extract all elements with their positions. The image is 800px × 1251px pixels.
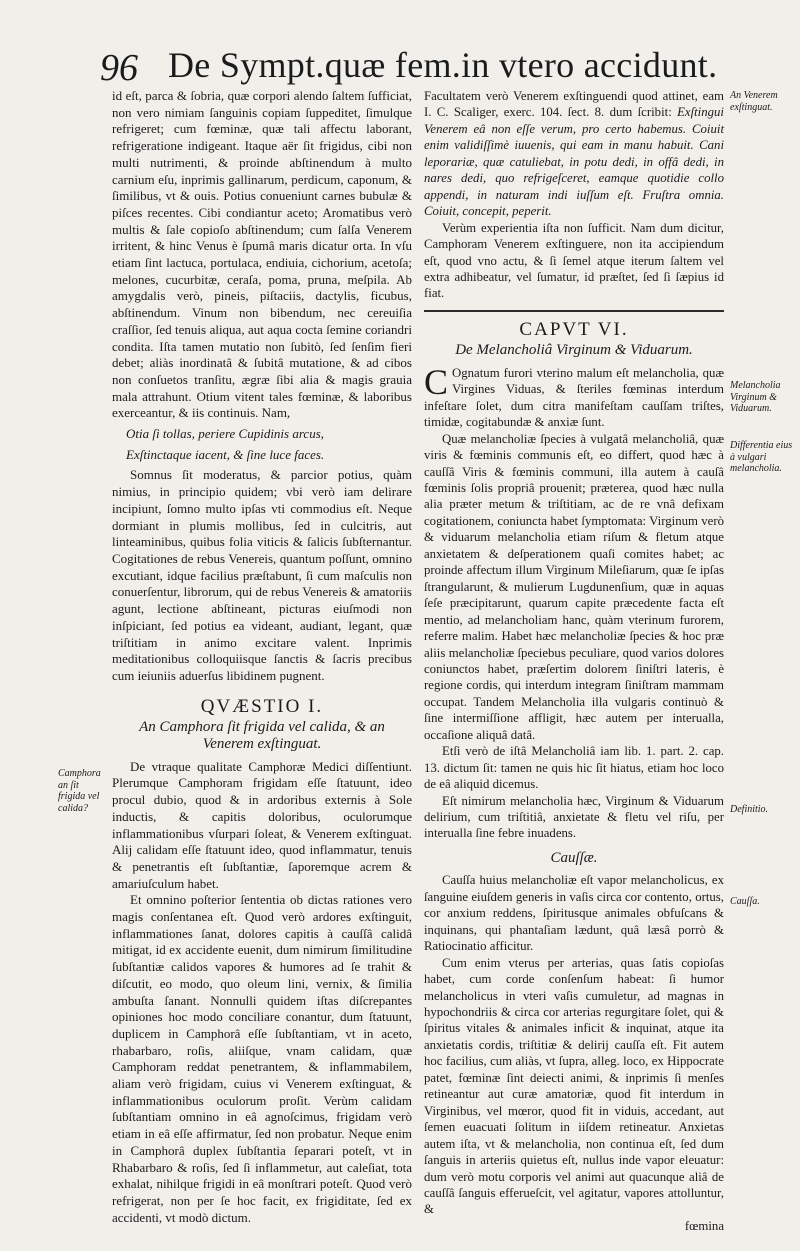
scaliger-intro: Facultatem verò Venerem exſtinguendi quod attinet, eam I. C. Scaliger, exerc. 104. ſect. 8. dum ſcribit: [424, 89, 724, 120]
right-paragraph-uterus: Cum enim vterus per arterias, quas ſatis copioſas habet, cum corde conſenſum habeat: ſi humor melancholicus in vteri vaſis cumuletur, ad magnas in hypochondriis & circa cor arterias regurgitare ſolet, qui & ſpiritus vitales & animales inficit & inquinat, atque ita anxietatis cordis, triſtitiæ & delirij cauſſa eſt. Fit autem hoc facilius, cum aliàs, vt ſupra, alleg. loco, ex Hippocrate patet, fœminæ ſint deiecti animi, & inprimis ſi menſes retineantur aut curæ amatoriæ, quod fit interdum in Virginibus, vel mœror, quod fit in viduis, accedant, aut ſemen euacuati ſolitum in iiſdem retineatur. Anxietas autem iſta, vt & melancholia, non continua eſt, ſed dum ſanguis in arteriis quietus eſt, nullus inde vapor eleuatur: dum verò motu corporis vel animi aut quacunque aliâ de cauſſâ ſanguis efferueſcit, vel agitatur, vapores attolluntur, & [424, 955, 724, 1217]
right-paragraph-scaliger [424, 88, 724, 220]
scaliger-quote: Exſtingui Venerem eâ non eſſe verum, pro certo habemus. Coiuit enim validiſſimè iuuenis, qui eam in manu habuit. Cani leporariæ, quæ catuliebat, in potu dedi, in offâ dedi, in nares dedi, quo refrigeſceret, eamque quotidie collo appendi, in naturam indi iuſſum eſt. Fruſtra omnia. Coiuit, concepit, peperit. [424, 105, 724, 219]
right-paragraph-cognatum [424, 361, 724, 431]
chapter-heading: CAPVT VI. [519, 318, 629, 340]
question-heading: QVÆSTIO I. [200, 695, 324, 717]
cognatum-text: Ognatum furori vterino malum eſt melancholia, quæ Virgines Viduas, & ſteriles fœminas interdum infeſtare ſolet, dum citra manifeſtam cauſſam triſtes, timidæ, cogitabundæ & anxiæ ſunt. [424, 365, 724, 430]
right-paragraph-caussa: Cauſſa huius melancholiæ eſt vapor melancholicus, ex ſanguine eiuſdem generis in vaſis circa cor contento, ortus, cor anxium reddens, ſpiritusque animales obfuſcans & inquinans, qui phantaſiam lædunt, quâ læsâ porrò & Ratiocinatio afficitur. [424, 873, 724, 954]
right-column [424, 88, 724, 1234]
left-paragraph-sleep: Somnus ſit moderatus, & parcior potius, quàm nimius, in principio quidem; vbi verò iam delirare incipiunt, ſomno multo ipſas vti commodius eſt. Neque dormiant in plumis mollibus, ſed in culcitris, aut linteaminibus, quibus folia viticis & ſalicis ſubſternantur. Cogitationes de rebus Venereis, quantum poſſunt, omnino excutiant, idque facilius præſtabunt, ſi cum maſculis non conuerſentur, librorum, qui de rebus Venereis & amatoriis agunt, lectione abſtineant, picturas eiuſmodi non inſpiciant, ſed potius ea videant, audiant, legant, quæ triſtitiam in animo excitare valent. Inprimis meditationibus colloquiisque ſanctis & ſacris precibus cum ieiuniis aduerſus libidinem pugnent. [112, 467, 412, 683]
right-paragraph-experientia: Verùm experientia iſta non ſufficit. Nam dum dicitur, Camphoram Venerem exſtinguere, non ita accipiendum eſt, quod vno actu, & ſi ſemel atque iterum ſaltem vel extra adhibeatur, vel ſumatur, id præſtet, ſed ſi ſæpius id fiat. [424, 220, 724, 301]
page-header [100, 40, 718, 92]
margin-note-camphora: Camphora an ſit frigida vel calida? [58, 768, 101, 814]
question-subheading: An Camphora ſit frigida vel calida, & an Venerem exſtinguat. [139, 719, 385, 753]
running-head: De Sympt.quæ fem.in vtero accidunt. [168, 45, 718, 85]
caussae-heading: Cauſſæ. [550, 849, 598, 866]
drop-capital: C [424, 361, 449, 402]
catchword: fœmina [684, 1218, 724, 1233]
left-column [112, 88, 412, 1226]
margin-note-differentia: Differentia eius à vulgari melancholia. [730, 440, 793, 474]
right-paragraph-definitio: Eſt nimirum melancholia hæc, Virginum & Viduarum delirium, cum triſtitiâ, anxietate & fletu vel riſu, per interualla ſine febre inuadens. [424, 793, 724, 841]
left-paragraph-camphor-qualities: De vtraque qualitate Camphoræ Medici diſſentiunt. Plerumque Camphoram frigidam eſſe ſtatuunt, ideo procul dubio, quod & in ardoribus externis à Sole inductis, & capitis doloribus, oculorumque inflammationibus vſurpari ſoleat, & Venerem exſtinguat. Alij calidam eſſe ſtatuunt ideo, quod inflammatur, tenuis & penetrantis eſt ſubſtantiæ, ſaporemque acrem & amariuſculum habet. [112, 758, 412, 891]
right-paragraph-etsi: Etſi verò de iſtâ Melancholiâ iam lib. 1. part. 2. cap. 13. dictum ſit: tamen ne quis hic ſit hiatus, etiam hoc loco de eâ aliquid dicemus. [424, 744, 724, 792]
right-paragraph-differentia: Quæ melancholiæ ſpecies à vulgatâ melancholiâ, quæ viris & fœminis communis eſt, eo differt, quod hæc à cauſſâ Viris & fœminis communi, illa autem à cauſâ fœminis ſolis propriâ prouenit; præterea, quod hæc nulla alia præter metum & triſtitiam, ac de re vnâ defixam cogitationem, coniuncta habet ſymptomata: Virginum verò & viduarum melancholia etiam riſum & fletum atque anxietatem & deſperationem quaſi comites habet; ac proinde affectum illum Virginum Mileſiarum, quæ ſe ipſas ſtrangularunt, & mulierum Lugdunenſium, quæ in aquas ſeſe præcipitarunt, quarum capite præcedente facta eſt mentio, ad melancholiam hanc, quàm vterinum furorem, referre malim. Habet hæc melancholiæ ſpecies & hoc præ aliis melancholiæ ſpeciebus peculiare, quod varios dolores coniunctos habet, præſertim dolorem ſiniſtri lateris, è regione cordis, qui interdum integram ſiniſtram mammam occupat. Tandem Melancholia illa vulgaris continuò & ſine intermiſſione affligit, hæc autem per interualla, occaſione aliquâ datâ. [424, 431, 724, 742]
margin-note-definitio: Definitio. [730, 804, 769, 815]
left-paragraph-diet: id eſt, parca & ſobria, quæ corpori alendo ſaltem ſufficiat, non vero nimiam ſanguinis copiam ſuppeditet, ſimulque refrigeret; cum fœminæ, quæ tali affectu laborant, refrigeratione indigeant. Itaque aër ſit frigidus, cibi non multi nutrimenti, & proinde abſtinendum à multo carnium eſu, inprimis gallinarum, perdicum, caponum, & ſimilibus, vt & ouis. Potius conueniunt carnes bubulæ & piſces recentes. Cibi condiantur aceto; Aromatibus verò multis & ſale copioſo abſtinendum; cum ſalſa Venerem irritent, & hinc Venus è ſpumâ maris dicatur orta. In vſu etiam ſint lactuca, portulaca, endiuia, cichorium, acetoſa; melones, cucurbitæ, ceraſa, poma, pruna, meſpila. Ab amygdalis verò, pineis, piſtaciis, dactylis, ficubus, abſtinendum. Vinum non bibendum, nec cereuiſia craſſior, ſed tenuis aliqua, aut aqua cocta ſemine coriandri condita. Iſta tamen mutatio non ſubitò, ſed ſenſim fieri debet; aliàs inordinatâ & ſubitâ mutatione, & ad cibos non conſuetos tranſitu, ægræ ſibi alia & magis grauia mala attrahunt. Otium vitent tales fœminæ, & laboribus exerceantur, & iis continuis. Nam, [112, 88, 412, 421]
page-number: 96 [100, 47, 138, 89]
chapter-subheading: De Melancholiâ Virginum & Viduarum. [455, 342, 693, 359]
margin-note-caussa: Cauſſa. [730, 896, 760, 907]
margin-note-melancholia: Melancholia Virginum & Viduarum. [730, 380, 781, 414]
verse-line-1: Otia ſi tollas, periere Cupidinis arcus, [126, 426, 325, 442]
left-paragraph-posterior-sententia: Et omnino poſterior ſententia ob dictas rationes vero magis conſentanea eſt. Quod verò ardores exſtinguit, inflammationes ſanat, dolores capitis à cauſſâ calidâ mitigat, id ex accidente euenit, dum nimirum ſimilitudine ſubſtantiæ calidos vapores & humores ad ſe trahit & diſcutit, eo modo, quo oleum lini, vernix, & ſimilia ambuſta ſanant. Nonnulli quidem iſtas diſcrepantes opiniones hoc modo conciliare conantur, dum ſtatuunt, duplicem in Camphorâ eſſe ſubſtantiam, vt in aceto, rhabarbaro, roſis, aliiſque, vnam calidam, quæ Camphoram reddat penetrantem, & inflammabilem, aliam verò frigidam, cuius vi Venerem exſtinguat, & inflammationibus oculorum proſit. Verùm calidam ſubſtantiam omnino in eâ agnoſcimus, frigidam verò etiam in eâ eſſe affirmatur, ſed non probatur. Neque enim in Camphorâ duplex ſubſtantia ſeparari poteſt, vt in Rhabarbaro & roſis, ſed ſi inflammetur, aut caleſiat, tota exhalat, nihilque frigidi in eâ monſtrari poteſt. Quod verò refrigerat, non per ſe hoc facit, ex frigiditate, ſed ex accidenti, vt modò dictum. [112, 892, 412, 1225]
verse-line-2: Exſtinctaque iacent, & ſine luce faces. [126, 446, 325, 462]
section-divider [424, 310, 724, 312]
margin-note-venerem: An Venerem exſtinguat. [730, 90, 778, 113]
